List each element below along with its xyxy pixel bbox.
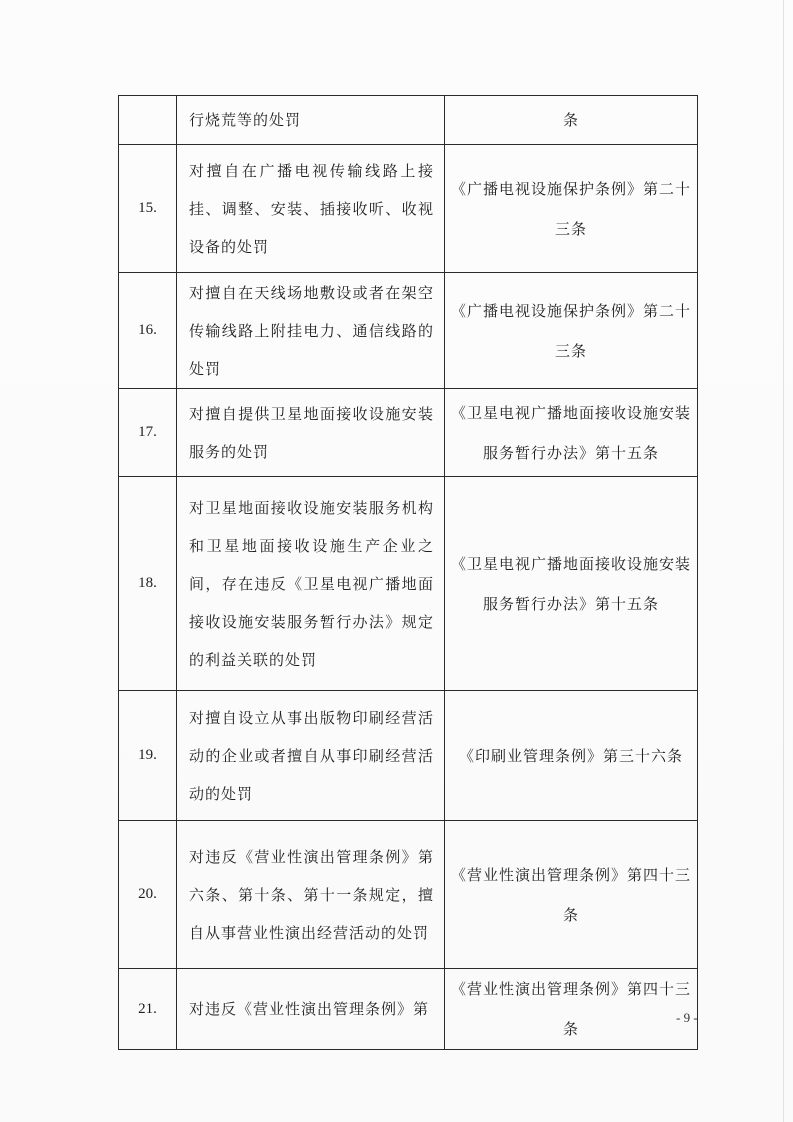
penalty-subject: 对擅自提供卫星地面接收设施安装服务的处罚 (177, 389, 445, 477)
legal-basis: 《广播电视设施保护条例》第二十三条 (445, 273, 698, 389)
table-row (119, 273, 698, 389)
row-number: 15. (119, 145, 177, 273)
penalty-table (118, 95, 698, 1050)
penalty-subject: 对违反《营业性演出管理条例》第六条、第十条、第十一条规定，擅自从事营业性演出经营活动的处罚 (177, 821, 445, 969)
legal-basis: 《广播电视设施保护条例》第二十三条 (445, 145, 698, 273)
penalty-subject: 对卫星地面接收设施安装服务机构和卫星地面接收设施生产企业之间，存在违反《卫星电视广播地面接收设施安装服务暂行办法》规定的利益关联的处罚 (177, 477, 445, 691)
row-number: 17. (119, 389, 177, 477)
table-row (119, 145, 698, 273)
table-row (119, 477, 698, 691)
row-number: 19. (119, 691, 177, 821)
penalty-subject: 对擅自设立从事出版物印刷经营活动的企业或者擅自从事印刷经营活动的处罚 (177, 691, 445, 821)
table-row (119, 389, 698, 477)
table-row (119, 969, 698, 1050)
legal-basis: 《卫星电视广播地面接收设施安装服务暂行办法》第十五条 (445, 389, 698, 477)
penalty-subject: 行烧荒等的处罚 (177, 96, 445, 145)
row-number: 21. (119, 969, 177, 1050)
page-number: - 9 - (676, 1010, 698, 1025)
table-row (119, 821, 698, 969)
legal-basis: 《营业性演出管理条例》第四十三条 (445, 821, 698, 969)
legal-basis: 《营业性演出管理条例》第四十三条 (445, 969, 698, 1050)
penalty-subject: 对擅自在天线场地敷设或者在架空传输线路上附挂电力、通信线路的处罚 (177, 273, 445, 389)
page-edge-line (783, 0, 784, 1122)
table-row (119, 96, 698, 145)
penalty-subject: 对违反《营业性演出管理条例》第 (177, 969, 445, 1050)
legal-basis: 《卫星电视广播地面接收设施安装服务暂行办法》第十五条 (445, 477, 698, 691)
row-number: 18. (119, 477, 177, 691)
legal-basis: 《印刷业管理条例》第三十六条 (445, 691, 698, 821)
penalty-subject: 对擅自在广播电视传输线路上接挂、调整、安装、插接收听、收视设备的处罚 (177, 145, 445, 273)
legal-basis: 条 (445, 96, 698, 145)
row-number (119, 96, 177, 145)
table-row (119, 691, 698, 821)
row-number: 20. (119, 821, 177, 969)
row-number: 16. (119, 273, 177, 389)
